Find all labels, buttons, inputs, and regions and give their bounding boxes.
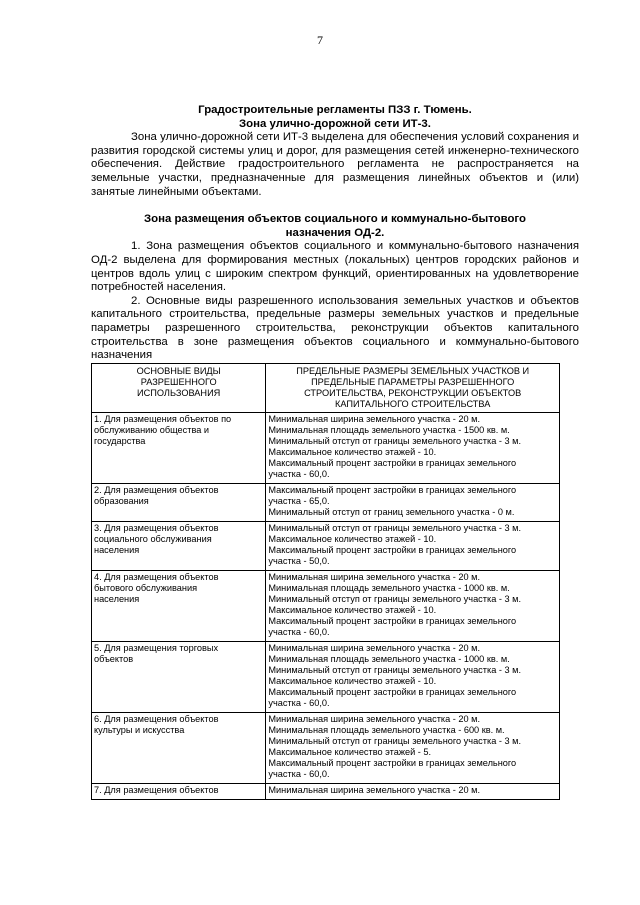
parameter-line: участка - 60,0. [268,468,330,479]
table-header-row [92,363,560,412]
parameter-line: Максимальный процент застройки в границах земельного [268,544,517,555]
parameter-line: Минимальная площадь земельного участка - 1500 кв. м. [268,424,510,435]
parameters-cell [266,783,560,799]
section2-title [91,213,579,240]
use-type-cell [92,712,266,783]
header-parameters [266,363,560,412]
parameter-line: Минимальный отступ от границы земельного участка - 3 м. [268,664,522,675]
use-type-cell [92,412,266,483]
parameter-line: Максимальный процент застройки в границах земельного [268,484,517,495]
header-use-types-line: РАЗРЕШЕННОГО [140,376,217,387]
header-parameters-line: КАПИТАЛЬНОГО СТРОИТЕЛЬСТВА [335,398,491,409]
parameter-line: Минимальная ширина земельного участка - 20 м. [268,413,481,424]
parameter-line: участка - 60,0. [268,626,330,637]
table-body [92,412,560,799]
use-type-line: населения [94,593,140,604]
parameter-line: Максимальное количество этажей - 10. [268,604,437,615]
use-type-line: населения [94,544,140,555]
header-use-types-line: ОСНОВНЫЕ ВИДЫ [136,365,221,376]
parameter-line: Минимальная ширина земельного участка - 20 м. [268,642,481,653]
header-use-types [92,363,266,412]
parameters-cell [266,483,560,521]
header-parameters-line: ПРЕДЕЛЬНЫЕ РАЗМЕРЫ ЗЕМЕЛЬНЫХ УЧАСТКОВ И [296,365,530,376]
parameter-line: Максимальное количество этажей - 10. [268,675,437,686]
use-type-line: бытового обслуживания [94,582,198,593]
parameter-line: Минимальная ширина земельного участка - 20 м. [268,713,481,724]
parameters-cell [266,641,560,712]
table-row [92,712,560,783]
use-type-line: объектов [94,653,134,664]
table-row [92,483,560,521]
use-type-cell [92,521,266,570]
use-type-line: 5. Для размещения торговых [94,642,219,653]
parameter-line: участка - 60,0. [268,697,330,708]
use-type-cell [92,783,266,799]
parameter-line: Минимальная площадь земельного участка - 600 кв. м. [268,724,505,735]
use-type-line: 7. Для размещения объектов [94,784,219,795]
use-type-cell [92,641,266,712]
parameter-line: участка - 50,0. [268,555,330,566]
parameter-line: Максимальное количество этажей - 10. [268,446,437,457]
use-type-line: 6. Для размещения объектов [94,713,219,724]
table-row [92,783,560,799]
parameter-line: Минимальный отступ от границ земельного участка - 0 м. [268,506,515,517]
parameter-line: участка - 60,0. [268,768,330,779]
use-type-line: 1. Для размещения объектов по [94,413,232,424]
header-parameters-line: СТРОИТЕЛЬСТВА, РЕКОНСТРУКЦИИ ОБЪЕКТОВ [304,387,522,398]
parameter-line: Минимальная ширина земельного участка - 20 м. [268,571,481,582]
parameters-cell [266,521,560,570]
parameter-line: Максимальный процент застройки в границах земельного [268,457,517,468]
page-number: 7 [317,33,323,47]
table-row [92,412,560,483]
parameter-line: Минимальная площадь земельного участка - 1000 кв. м. [268,653,510,664]
use-type-line: социального обслуживания [94,533,212,544]
parameter-line: Минимальный отступ от границы земельного участка - 3 м. [268,522,522,533]
parameter-line: Максимальное количество этажей - 5. [268,746,432,757]
section2-title-line2: назначения ОД-2. [285,226,385,239]
use-type-cell [92,570,266,641]
parameter-line: Максимальный процент застройки в границах земельного [268,615,517,626]
section1-title [91,104,579,131]
section1-paragraph: Зона улично-дорожной сети ИТ-3 выделена для обеспечения условий сохранения и развития городской системы улиц и дорог, для размещения сетей инженерно-технического обеспечения. Действие градостроительного регламента не распространяется на земельные участки, предназначенные для размещения линейных объектов и (или) занятые линейными объектами. [91,131,579,198]
parameter-line: Минимальная ширина земельного участка - 20 м. [268,784,481,795]
parameters-cell [266,712,560,783]
parameter-line: Максимальное количество этажей - 10. [268,533,437,544]
section2-paragraph-2: 2. Основные виды разрешенного использования земельных участков и объектов капитального строительства, предельные размеры земельных участков и предельные параметры разрешенного строительства, реконструкции объектов капитального строительства в зоне размещения объектов социального и коммунально-бытового назначения [91,294,579,362]
table-row [92,570,560,641]
parameters-cell [266,412,560,483]
use-type-line: государства [94,435,146,446]
document-body [91,104,579,800]
table-row [92,521,560,570]
use-type-line: обслуживанию общества и [94,424,210,435]
parameter-line: Максимальный процент застройки в границах земельного [268,757,517,768]
section1-title-line1: Градостроительные регламенты ПЗЗ г. Тюмень. [198,104,472,116]
section1-title-line2: Зона улично-дорожной сети ИТ-3. [239,117,431,130]
regulations-table [91,363,560,800]
parameter-line: участка - 65,0. [268,495,330,506]
section2-paragraph-1: 1. Зона размещения объектов социального и коммунально-бытового назначения ОД-2 выделена для формирования местных (локальных) центров городских районов и центров вдоль улиц с широким спектром функций, ориентированных на удовлетворение потребностей населения. [91,240,579,294]
parameter-line: Максимальный процент застройки в границах земельного [268,686,517,697]
header-parameters-line: ПРЕДЕЛЬНЫЕ ПАРАМЕТРЫ РАЗРЕШЕННОГО [311,376,515,387]
parameters-cell [266,570,560,641]
header-use-types-line: ИСПОЛЬЗОВАНИЯ [137,387,221,398]
use-type-cell [92,483,266,521]
parameter-line: Минимальный отступ от границы земельного участка - 3 м. [268,435,522,446]
parameter-line: Минимальный отступ от границы земельного участка - 3 м. [268,593,522,604]
use-type-line: образования [94,495,149,506]
use-type-line: 2. Для размещения объектов [94,484,219,495]
use-type-line: 3. Для размещения объектов [94,522,219,533]
parameter-line: Минимальный отступ от границы земельного участка - 3 м. [268,735,522,746]
use-type-line: культуры и искусства [94,724,185,735]
parameter-line: Минимальная площадь земельного участка - 1000 кв. м. [268,582,510,593]
use-type-line: 4. Для размещения объектов [94,571,219,582]
table-row [92,641,560,712]
section2-title-line1: Зона размещения объектов социального и коммунально-бытового [143,213,526,226]
